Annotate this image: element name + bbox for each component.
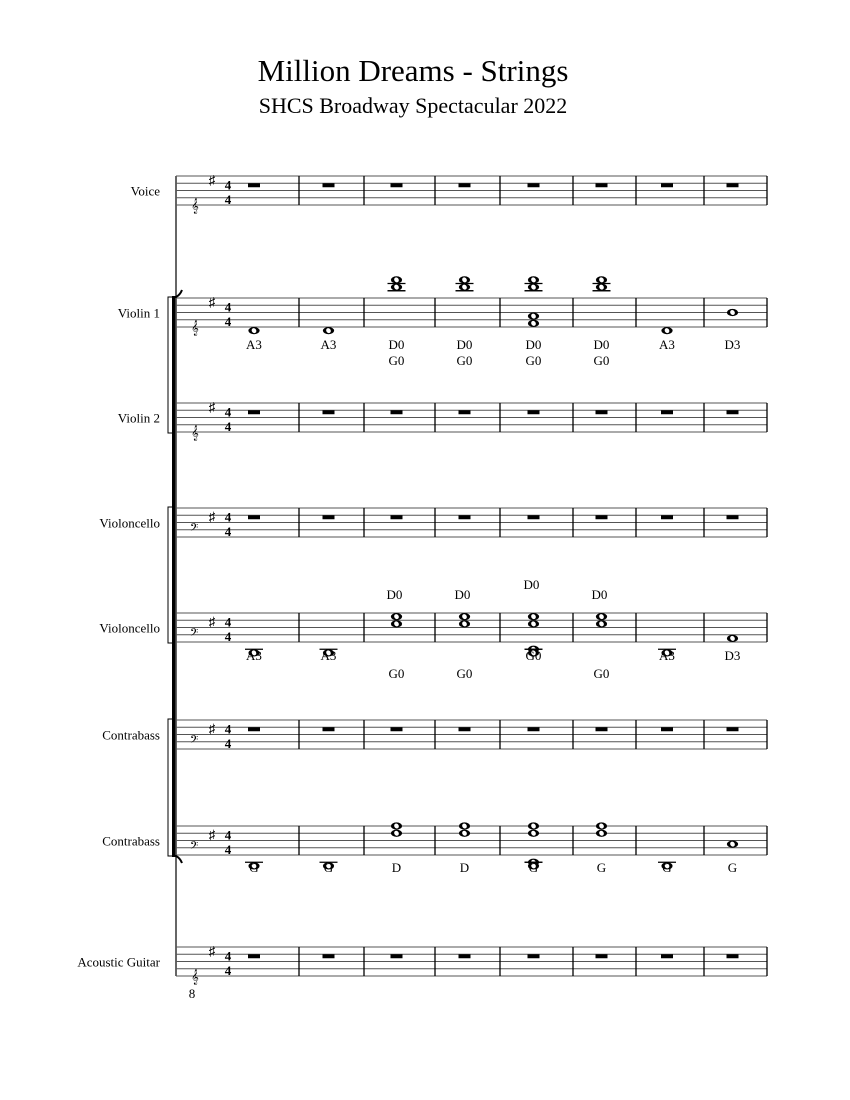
treble-clef-icon: 𝄞 [191, 320, 199, 335]
bass-clef-icon: 𝄢 [189, 626, 199, 642]
fingering-annotation: D3 [724, 648, 741, 663]
whole-rest [459, 515, 471, 519]
key-sharp-icon: ♯ [208, 827, 216, 843]
staff-guitar [77, 944, 767, 1001]
fingering-annotation: A3 [659, 648, 675, 663]
whole-rest [391, 954, 403, 958]
time-signature-denominator: 4 [224, 963, 232, 978]
fingering-annotation: D0 [525, 337, 542, 352]
whole-rest [391, 410, 403, 414]
time-signature-denominator: 4 [224, 524, 232, 539]
group-bracket [168, 719, 172, 856]
key-sharp-icon: ♯ [208, 172, 216, 188]
staff-voice [131, 173, 767, 214]
whole-rest [391, 727, 403, 731]
whole-rest [391, 515, 403, 519]
fingering-annotation: D0 [456, 337, 473, 352]
whole-rest [727, 954, 739, 958]
whole-rest [528, 183, 540, 187]
fingering-annotation: G0 [456, 353, 473, 368]
whole-rest [727, 183, 739, 187]
key-sharp-icon: ♯ [208, 614, 216, 630]
time-signature-denominator: 4 [224, 419, 232, 434]
fingering-annotation: G [596, 860, 607, 875]
whole-rest [323, 954, 335, 958]
system-bracket [172, 297, 175, 856]
time-signature-numerator: 4 [224, 299, 232, 315]
whole-rest [459, 410, 471, 414]
time-signature-numerator: 4 [224, 177, 232, 193]
fingering-annotation: D0 [593, 337, 610, 352]
time-signature-numerator: 4 [224, 827, 232, 843]
fingering-annotation: D0 [386, 587, 403, 602]
time-signature-numerator: 4 [224, 509, 232, 525]
whole-rest [661, 515, 673, 519]
instrument-label: Violoncello [99, 620, 160, 636]
time-signature-denominator: 4 [224, 629, 232, 644]
whole-rest [661, 954, 673, 958]
fingering-annotation: D [391, 860, 402, 875]
whole-rest [323, 410, 335, 414]
fingering-annotation: D [459, 860, 470, 875]
whole-rest [596, 515, 608, 519]
key-sharp-icon: ♯ [208, 509, 216, 525]
time-signature-denominator: 4 [224, 192, 232, 207]
whole-rest [596, 410, 608, 414]
score-title: Million Dreams - Strings [257, 53, 569, 88]
staff-violin1 [118, 276, 767, 368]
instrument-label: Violin 1 [117, 305, 160, 321]
staff-cello2 [99, 577, 767, 681]
whole-rest [596, 183, 608, 187]
whole-rest [323, 183, 335, 187]
time-signature-numerator: 4 [224, 614, 232, 630]
fingering-annotation: G0 [593, 666, 610, 681]
fingering-annotation: D0 [454, 587, 471, 602]
instrument-label: Violoncello [99, 515, 160, 531]
time-signature-numerator: 4 [224, 721, 232, 737]
whole-rest [727, 410, 739, 414]
instrument-label: Contrabass [102, 727, 160, 743]
staff-bass2 [102, 822, 767, 875]
whole-rest [248, 183, 260, 187]
treble-clef-icon: 𝄞 [191, 198, 199, 213]
fingering-annotation: G [249, 860, 259, 875]
fingering-annotation: A3 [320, 337, 337, 352]
fingering-annotation: D0 [523, 577, 540, 592]
group-bracket [168, 507, 172, 643]
fingering-annotation: A3 [320, 648, 337, 663]
key-sharp-icon: ♯ [208, 943, 216, 959]
fingering-annotation: G [528, 860, 539, 875]
fingering-annotation: A3 [246, 337, 262, 352]
score-subtitle: SHCS Broadway Spectacular 2022 [258, 93, 568, 118]
whole-rest [459, 183, 471, 187]
key-sharp-icon: ♯ [208, 294, 216, 310]
fingering-annotation: G [727, 860, 738, 875]
whole-rest [661, 727, 673, 731]
whole-rest [323, 727, 335, 731]
time-signature-denominator: 4 [224, 314, 232, 329]
whole-rest [248, 515, 260, 519]
whole-rest [459, 727, 471, 731]
whole-rest [248, 410, 260, 414]
whole-rest [391, 183, 403, 187]
fingering-annotation: G0 [525, 648, 542, 663]
bass-clef-icon: 𝄢 [189, 521, 199, 537]
instrument-label: Voice [130, 183, 160, 199]
whole-rest [727, 515, 739, 519]
system-bracket-top-hook [172, 290, 182, 297]
group-bracket [168, 297, 172, 433]
whole-rest [596, 727, 608, 731]
fingering-annotation: G [662, 860, 672, 875]
whole-rest [596, 954, 608, 958]
system-bracket-bottom-hook [172, 856, 182, 863]
whole-rest [661, 410, 673, 414]
fingering-annotation: G0 [593, 353, 610, 368]
whole-rest [661, 183, 673, 187]
whole-rest [248, 954, 260, 958]
time-signature-numerator: 4 [224, 948, 232, 964]
bass-clef-icon: 𝄢 [189, 839, 199, 855]
whole-rest [727, 727, 739, 731]
fingering-annotation: D3 [724, 337, 741, 352]
treble-clef-icon: 𝄞 [191, 425, 199, 440]
instrument-label: Acoustic Guitar [77, 954, 160, 970]
fingering-annotation: A3 [659, 337, 675, 352]
time-signature-denominator: 4 [224, 842, 232, 857]
whole-rest [248, 727, 260, 731]
time-signature-denominator: 4 [224, 736, 232, 751]
whole-rest [528, 954, 540, 958]
bass-clef-icon: 𝄢 [189, 733, 199, 749]
key-sharp-icon: ♯ [208, 721, 216, 737]
fingering-annotation: G0 [456, 666, 473, 681]
whole-rest [459, 954, 471, 958]
whole-rest [528, 727, 540, 731]
fingering-annotation: G0 [388, 353, 405, 368]
octave-8-marker: 8 [188, 986, 196, 1001]
instrument-label: Violin 2 [117, 410, 160, 426]
staff-bass1 [102, 720, 767, 751]
staff-violin2 [118, 400, 767, 441]
whole-rest [528, 515, 540, 519]
whole-rest [528, 410, 540, 414]
fingering-annotation: G0 [388, 666, 405, 681]
fingering-annotation: G [323, 860, 334, 875]
staff-cello1 [99, 508, 767, 539]
fingering-annotation: A3 [246, 648, 262, 663]
instrument-label: Contrabass [102, 833, 160, 849]
fingering-annotation: D0 [591, 587, 608, 602]
fingering-annotation: G0 [525, 353, 542, 368]
whole-rest [323, 515, 335, 519]
fingering-annotation: D0 [388, 337, 405, 352]
key-sharp-icon: ♯ [208, 399, 216, 415]
time-signature-numerator: 4 [224, 404, 232, 420]
treble-clef-icon: 𝄞 [191, 969, 199, 984]
